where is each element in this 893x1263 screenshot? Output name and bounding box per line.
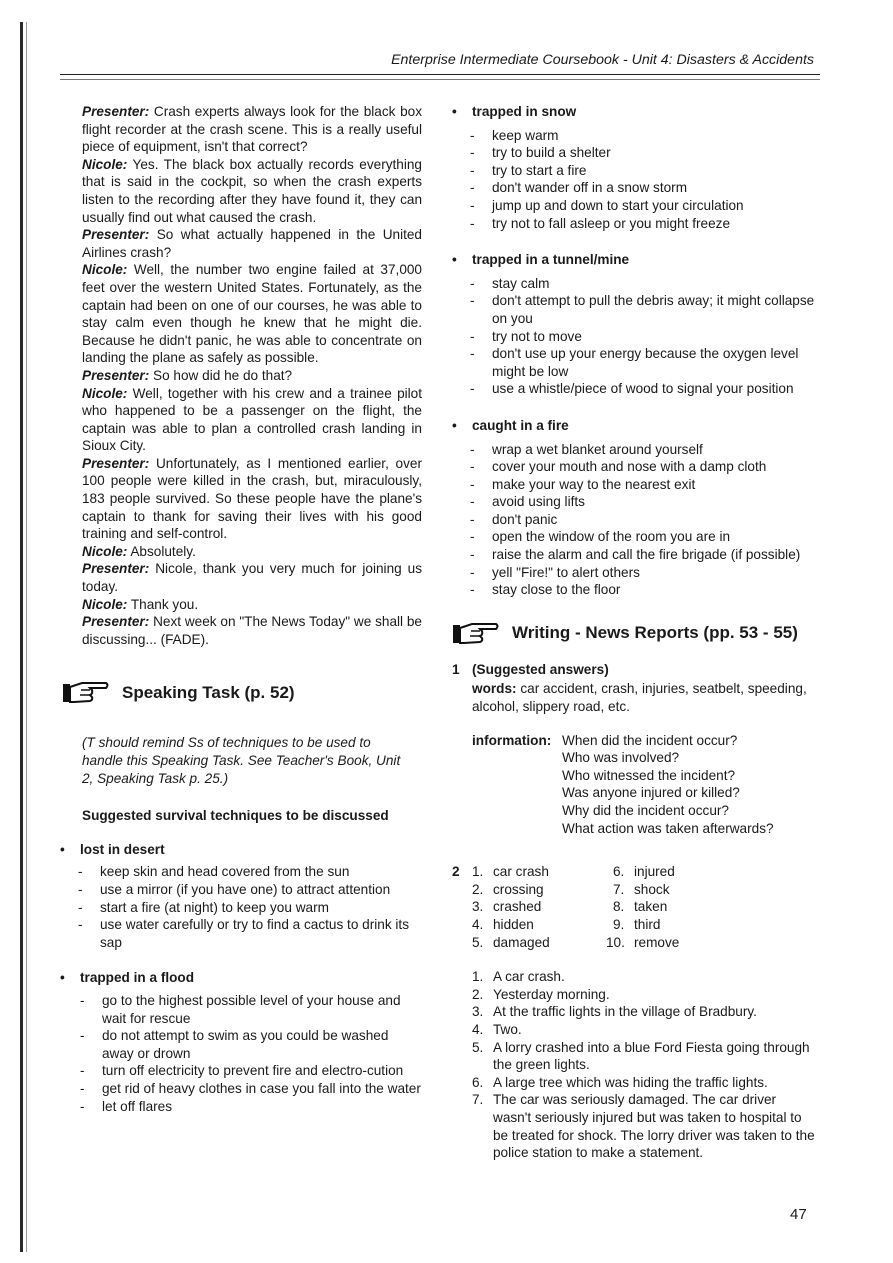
question: When did the incident occur?	[562, 732, 738, 748]
list-item: - try not to move	[492, 328, 816, 346]
words-text: car accident, crash, injuries, seatbelt, speeding, alcohol, slippery road, etc.	[472, 681, 807, 715]
answer-list	[452, 968, 816, 1162]
list-item: - use water carefully or try to find a cactus to drink its sap	[100, 916, 422, 951]
line-text: Well, the number two engine failed at 37,000 feet over the western United States. Fortunately, as the captain had been on one of our courses, he was able to stay calm even though he knew that he might die. Because he didn't panic, he was able to concentrate on landing the plane as safely as possible.	[82, 262, 422, 366]
answer-item: 5. A lorry crashed into a blue Ford Fiesta going through the green lights.	[472, 1039, 810, 1073]
dialogue-line	[82, 156, 422, 226]
binding-edge	[20, 22, 23, 1252]
list-item: - turn off electricity to prevent fire and electro-cution	[102, 1062, 422, 1080]
item-number: 5.	[472, 934, 484, 950]
survival-group	[452, 103, 816, 232]
list-item: - don't wander off in a snow storm	[492, 179, 816, 197]
item-word: car crash	[493, 864, 549, 880]
survival-title: • trapped in snow	[452, 103, 816, 121]
dialogue-line	[82, 543, 422, 561]
item-number: 3.	[472, 899, 484, 915]
speaker: Presenter:	[82, 227, 150, 243]
item-word: taken	[634, 899, 668, 915]
line-text: Crash experts always look for the black box flight recorder at the crash scene. This is a really useful piece of equipment, isn't that correct?	[82, 104, 422, 155]
list-item: - don't use up your energy because the oxygen level might be low	[492, 345, 816, 380]
line-text: Next week on "The News Today" we shall be discussing... (FADE).	[82, 614, 422, 647]
list-item: - wrap a wet blanket around yourself	[492, 441, 816, 459]
list-item	[472, 916, 606, 934]
survival-title: • lost in desert	[60, 841, 422, 859]
item-number: 8.	[613, 899, 625, 915]
word-grid	[452, 863, 816, 951]
list-item: - keep skin and head covered from the sun	[100, 863, 422, 881]
survival-list	[452, 441, 816, 599]
speaker: Nicole:	[82, 156, 128, 172]
answer-item: 4. Two.	[472, 1021, 522, 1037]
line-text: Thank you.	[130, 596, 199, 612]
line-text: Unfortunately, as I mentioned earlier, over 100 people were killed in the crash, but, miraculously, 183 people survived. So these people have the plane's captain to thank for saving their lives with his good training and self-control.	[82, 455, 422, 542]
item-number: 4.	[472, 916, 484, 932]
list-item: - do not attempt to swim as you could be washed away or drown	[102, 1027, 422, 1062]
survival-group	[60, 969, 422, 1115]
page-number: 47	[790, 1206, 807, 1223]
speaker: Presenter:	[82, 614, 150, 630]
line-text: Absolutely.	[130, 543, 196, 559]
teacher-note: (T should remind Ss of techniques to be used to handle this Speaking Task. See Teacher's Book, Unit 2, Speaking Task p. 25.)	[82, 735, 401, 786]
header-rule-secondary	[60, 79, 820, 80]
running-header: Enterprise Intermediate Coursebook - Unit 4: Disasters & Accidents	[391, 52, 814, 68]
writing-title: Writing - News Reports (pp. 53 - 55)	[512, 623, 798, 643]
answer-text: Yesterday morning.	[493, 986, 610, 1002]
right-column	[452, 103, 816, 1162]
list-item	[606, 898, 679, 916]
left-column	[82, 103, 422, 1115]
list-item: - use a whistle/piece of wood to signal your position	[492, 380, 816, 398]
answer-item: 7. The car was seriously damaged. The car driver wasn't seriously injured but was taken to hospital to be treated for shock. The lorry driver was taken to the police station to make a statement.	[472, 1092, 815, 1161]
survival-group	[452, 251, 816, 398]
item-number: 7.	[613, 881, 625, 897]
words-label: words:	[472, 681, 517, 697]
word-list	[606, 863, 679, 951]
answer-text: Two.	[493, 1021, 522, 1037]
survival-title: • trapped in a flood	[60, 969, 422, 987]
information-label: information:	[472, 732, 552, 748]
list-item: - avoid using lifts	[492, 493, 816, 511]
list-item: - make your way to the nearest exit	[492, 476, 816, 494]
dialogue-line	[82, 226, 422, 261]
answer-text: A large tree which was hiding the traffic lights.	[493, 1074, 768, 1090]
list-item: - don't attempt to pull the debris away; it might collapse on you	[492, 292, 816, 327]
speaker: Nicole:	[82, 385, 128, 401]
line-text: Nicole, thank you very much for joining us today.	[82, 561, 422, 595]
answer-text: At the traffic lights in the village of Bradbury.	[493, 1004, 757, 1020]
line-text: So what actually happened in the United Airlines crash?	[82, 227, 422, 260]
list-item: - yell "Fire!" to alert others	[492, 564, 816, 582]
exercise-1	[452, 661, 816, 837]
answer-text: The car was seriously damaged. The car driver wasn't seriously injured but was taken to hospital to be treated for shock. The lorry driver was taken to the police station to make a statement.	[493, 1092, 815, 1161]
dialogue	[82, 103, 422, 648]
survival-title: • caught in a fire	[452, 417, 816, 435]
list-item	[472, 934, 606, 952]
survival-list	[452, 127, 816, 233]
list-item	[606, 934, 679, 952]
exercise-number: 2	[452, 864, 460, 880]
words-line	[472, 680, 816, 715]
answer-text: A lorry crashed into a blue Ford Fiesta going through the green lights.	[493, 1039, 810, 1073]
list-item	[472, 863, 606, 881]
item-number: 6.	[613, 864, 625, 880]
answer-item: 3. At the traffic lights in the village of Bradbury.	[472, 1004, 757, 1020]
list-item	[606, 863, 679, 881]
speaker: Nicole:	[82, 262, 128, 278]
line-text: Yes. The black box actually records everything that is said in the cockpit, so when the crash experts listen to the recording after they have found it, they can usually find out what caused the crash.	[82, 156, 422, 225]
list-item	[472, 898, 606, 916]
list-item	[606, 916, 679, 934]
dialogue-line	[82, 261, 422, 367]
list-item: - go to the highest possible level of your house and wait for rescue	[102, 992, 422, 1027]
dialogue-line	[82, 596, 422, 614]
speaker: Presenter:	[82, 455, 150, 471]
list-item: - let off flares	[102, 1098, 422, 1116]
writing-heading	[452, 619, 816, 647]
answer-item: 1. A car crash.	[472, 969, 565, 985]
header-rule	[60, 74, 820, 75]
list-item: - start a fire (at night) to keep you warm	[100, 899, 422, 917]
pointing-hand-icon	[62, 678, 110, 706]
speaker: Presenter:	[82, 561, 150, 577]
answer-item: 6. A large tree which was hiding the traffic lights.	[472, 1074, 768, 1090]
item-word: hidden	[493, 916, 534, 932]
speaker: Nicole:	[82, 543, 128, 559]
item-word: crashed	[493, 899, 542, 915]
list-item: - don't panic	[492, 511, 816, 529]
speaker: Nicole:	[82, 596, 128, 612]
item-number: 1.	[472, 864, 484, 880]
item-word: third	[634, 916, 661, 932]
exercise-number: 1	[452, 661, 460, 677]
list-item: - get rid of heavy clothes in case you fall into the water	[102, 1080, 422, 1098]
list-item: - try to start a fire	[492, 162, 816, 180]
information-questions	[562, 732, 774, 838]
dialogue-line	[82, 560, 422, 595]
line-text: Well, together with his crew and a trainee pilot who happened to be a passenger on the flight, the captain was able to plan a controlled crash landing in Sioux City.	[82, 385, 423, 454]
survival-list	[452, 275, 816, 398]
question: Why did the incident occur?	[562, 803, 729, 818]
item-number: 2.	[472, 881, 484, 897]
list-item: - jump up and down to start your circulation	[492, 197, 816, 215]
dialogue-line	[82, 613, 422, 648]
speaking-task-heading	[62, 678, 422, 706]
item-word: crossing	[493, 881, 544, 897]
line-text: So how did he do that?	[153, 367, 293, 383]
survival-list	[60, 863, 422, 951]
item-word: injured	[634, 864, 675, 880]
survival-title: • trapped in a tunnel/mine	[452, 251, 816, 269]
exercise-2	[452, 863, 816, 1162]
item-word: remove	[634, 934, 680, 950]
list-item: - try to build a shelter	[492, 144, 816, 162]
list-item: - try not to fall asleep or you might freeze	[492, 215, 816, 233]
item-number: 9.	[613, 916, 625, 932]
list-item	[606, 881, 679, 899]
exercise-heading: (Suggested answers)	[472, 661, 609, 677]
list-item: - stay close to the floor	[492, 581, 816, 599]
list-item: - stay calm	[492, 275, 816, 293]
survival-group	[452, 417, 816, 599]
list-item: - raise the alarm and call the fire brigade (if possible)	[492, 546, 816, 564]
list-item: - cover your mouth and nose with a damp cloth	[492, 458, 816, 476]
dialogue-line	[82, 367, 422, 385]
binding-edge-shadow	[26, 22, 27, 1252]
answer-item: 2. Yesterday morning.	[472, 986, 610, 1002]
list-item: - use a mirror (if you have one) to attract attention	[100, 881, 422, 899]
dialogue-line	[82, 385, 422, 455]
answer-text: A car crash.	[493, 969, 565, 985]
item-word: damaged	[493, 934, 550, 950]
information-block	[472, 732, 816, 838]
survival-subtitle: Suggested survival techniques to be discussed	[82, 808, 389, 824]
pointing-hand-icon	[452, 619, 500, 647]
speaker: Presenter:	[82, 104, 150, 119]
word-list	[472, 863, 606, 951]
question: Was anyone injured or killed?	[562, 785, 740, 801]
list-item	[472, 881, 606, 899]
dialogue-line	[82, 103, 422, 156]
list-item: - open the window of the room you are in	[492, 528, 816, 546]
survival-list	[60, 992, 422, 1115]
question: What action was taken afterwards?	[562, 820, 774, 836]
speaker: Presenter:	[82, 367, 150, 383]
question: Who was involved?	[562, 750, 680, 766]
item-word: shock	[634, 881, 670, 897]
survival-group	[60, 841, 422, 952]
speaking-task-title: Speaking Task (p. 52)	[122, 682, 295, 702]
item-number: 10.	[606, 934, 625, 950]
dialogue-line	[82, 455, 422, 543]
question: Who witnessed the incident?	[562, 767, 736, 783]
list-item: - keep warm	[492, 127, 816, 145]
